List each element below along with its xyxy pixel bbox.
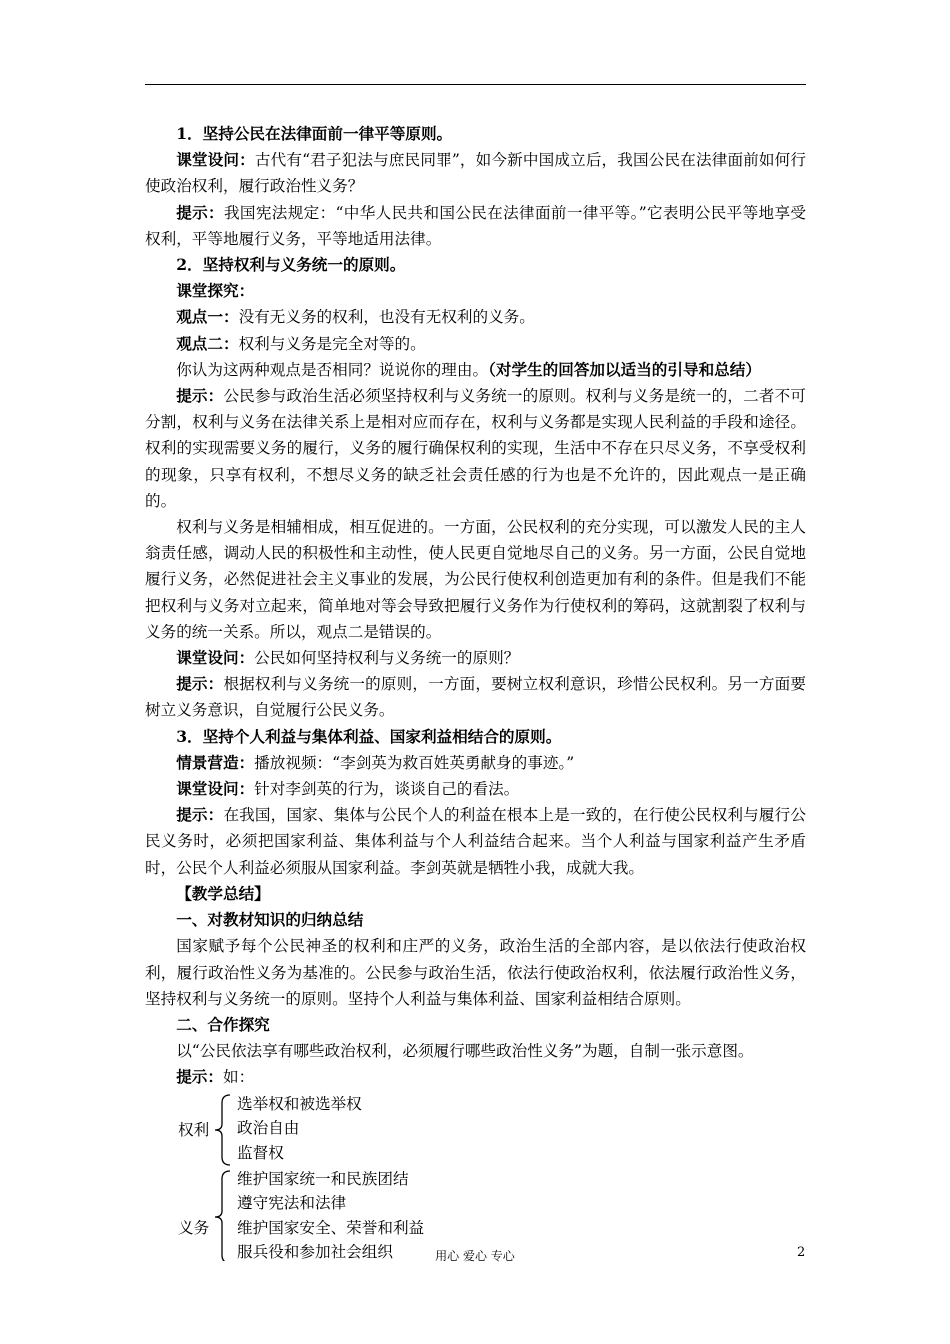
teacher-note: （对学生的回答加以适当的引导和总结）: [488, 359, 761, 379]
rights-brace: [215, 1095, 230, 1165]
duties-item: 服兵役和参加社会组织: [237, 1243, 393, 1262]
paragraph-label: 情景营造：: [176, 752, 255, 772]
paragraph-label: 课堂设问：: [176, 779, 255, 799]
labeled-paragraph: [145, 304, 806, 330]
section-heading: [145, 121, 806, 147]
rights-duties-diagram: [145, 1091, 806, 1261]
heading-text: 【教学总结】: [176, 883, 270, 903]
section-heading: [145, 724, 806, 750]
paragraph-label: 提示：: [176, 386, 224, 406]
section-heading: [145, 1012, 806, 1038]
paragraph-text: 如：: [222, 1068, 255, 1087]
paragraph-text: 国家赋予每个公民神圣的权利和庄严的义务，政治生活的全部内容，是以依法行使政治权利，履行政治性义务为基准的。公民参与政治生活，依法行使政治权利，依法履行政治性义务，坚持权利与义务统一的原则。坚持个人利益与集体利益、国家利益相结合原则。: [145, 937, 806, 1008]
paragraph-text: 针对李剑英的行为，谈谈自己的看法。: [254, 780, 520, 799]
section-heading: [145, 252, 806, 278]
rights-item: 政治自由: [237, 1119, 300, 1138]
labeled-paragraph: [145, 645, 806, 671]
paragraph-text: 在我国，国家、集体与公民个人的利益在根本上是一致的，在行使公民权利与履行公民义务时，必须把国家利益、集体利益与个人利益结合起来。当个人利益与国家利益产生矛盾时，公民个人利益必须服从国家利益。李剑英就是牺牲小我，成就大我。: [145, 806, 806, 877]
section-heading: [145, 881, 806, 907]
labeled-paragraph: [145, 383, 806, 514]
labeled-paragraph: [145, 802, 806, 881]
body-paragraph: [145, 933, 806, 1012]
rights-item: 监督权: [237, 1143, 284, 1162]
page-number: 2: [797, 1245, 806, 1260]
body-paragraph: [145, 514, 806, 645]
duties-item: 遵守宪法和法律: [237, 1194, 347, 1213]
body-paragraph: [145, 1038, 806, 1064]
paragraph-label: 提示：: [176, 202, 224, 222]
footer-slogan: 用心 爱心 专心: [435, 1249, 515, 1263]
paragraph-text: 没有无义务的权利，也没有无权利的义务。: [238, 308, 535, 327]
labeled-paragraph: [145, 200, 806, 252]
paragraph-label: 提示：: [176, 805, 224, 825]
paragraph-text: 以“公民依法享有哪些政治权利，必须履行哪些政治性义务”为题，自制一张示意图。: [176, 1042, 754, 1061]
paragraph-label: 观点二：: [176, 333, 239, 353]
duties-item: 维护国家安全、荣誉和利益: [237, 1218, 425, 1237]
duties-label: 义务: [178, 1218, 210, 1237]
heading-text: 二、合作探究: [176, 1014, 270, 1034]
heading-text: 一、对教材知识的归纳总结: [176, 910, 364, 930]
labeled-paragraph: [145, 671, 806, 723]
question-paragraph: [145, 357, 806, 383]
paragraph-label: 观点一：: [176, 307, 239, 327]
duties-item: 维护国家统一和民族团结: [237, 1169, 409, 1188]
section-heading: [145, 907, 806, 933]
labeled-paragraph: [145, 1064, 806, 1090]
section-heading: [145, 278, 806, 304]
paragraph-text: 你认为这两种观点是否相同？说说你的理由。: [176, 360, 489, 379]
labeled-paragraph: [145, 331, 806, 357]
labeled-paragraph: [145, 147, 806, 199]
paragraph-text: 古代有“君子犯法与庶民同罪”，如今新中国成立后，我国公民在法律面前如何行使政治权利，履行政治性义务？: [145, 151, 806, 196]
paragraph-label: 提示：: [176, 674, 224, 694]
heading-text: 课堂探究：: [176, 281, 255, 301]
heading-text: 3．坚持个人利益与集体利益、国家利益相结合的原则。: [176, 726, 562, 746]
paragraph-label: 课堂设问：: [176, 150, 255, 170]
header-rule: [145, 84, 806, 85]
document-body: [145, 121, 806, 1261]
labeled-paragraph: [145, 776, 806, 802]
paragraph-label: 课堂设问：: [176, 648, 255, 668]
paragraph-text: 我国宪法规定：“中华人民共和国公民在法律面前一律平等。”它表明公民平等地享受权利，平等地履行义务，平等地适用法律。: [145, 203, 806, 248]
heading-text: 2．坚持权利与义务统一的原则。: [176, 255, 406, 275]
rights-label: 权利: [178, 1120, 210, 1139]
paragraph-text: 公民如何坚持权利与义务统一的原则？: [254, 649, 520, 668]
rights-item: 选举权和被选举权: [237, 1094, 362, 1113]
paragraph-text: 权利与义务是相辅相成，相互促进的。一方面，公民权利的充分实现，可以激发人民的主人翁责任感，调动人民的积极性和主动性，使人民更自觉地尽自己的义务。另一方面，公民自觉地履行义务，必然促进社会主义事业的发展，为公民行使权利创造更加有利的条件。但是我们不能把权利与义务对立起来，简单地对等会导致把履行义务作为行使权利的筹码，这就割裂了权利与义务的统一关系。所以，观点二是错误的。: [145, 518, 806, 641]
labeled-paragraph: [145, 750, 806, 776]
heading-text: 1．坚持公民在法律面前一律平等原则。: [176, 124, 453, 143]
paragraph-label: 提示：: [176, 1067, 223, 1087]
paragraph-text: 根据权利与义务统一的原则，一方面，要树立权利意识，珍惜公民权利。另一方面要树立义务意识，自觉履行公民义务。: [145, 675, 806, 720]
paragraph-text: 公民参与政治生活必须坚持权利与义务统一的原则。权利与义务是统一的，二者不可分割，权利与义务在法律关系上是相对应而存在，权利与义务都是实现人民利益的手段和途径。权利的实现需要义务的履行，义务的履行确保权利的实现，生活中不存在只尽义务，不享受权利的现象，只享有权利，不想尽义务的缺乏社会责任感的行为也是不允许的，因此观点一是正确的。: [145, 387, 806, 510]
paragraph-text: 播放视频：“李剑英为救百姓英勇献身的事迹。”: [254, 753, 575, 772]
paragraph-text: 权利与义务是完全对等的。: [238, 334, 426, 353]
